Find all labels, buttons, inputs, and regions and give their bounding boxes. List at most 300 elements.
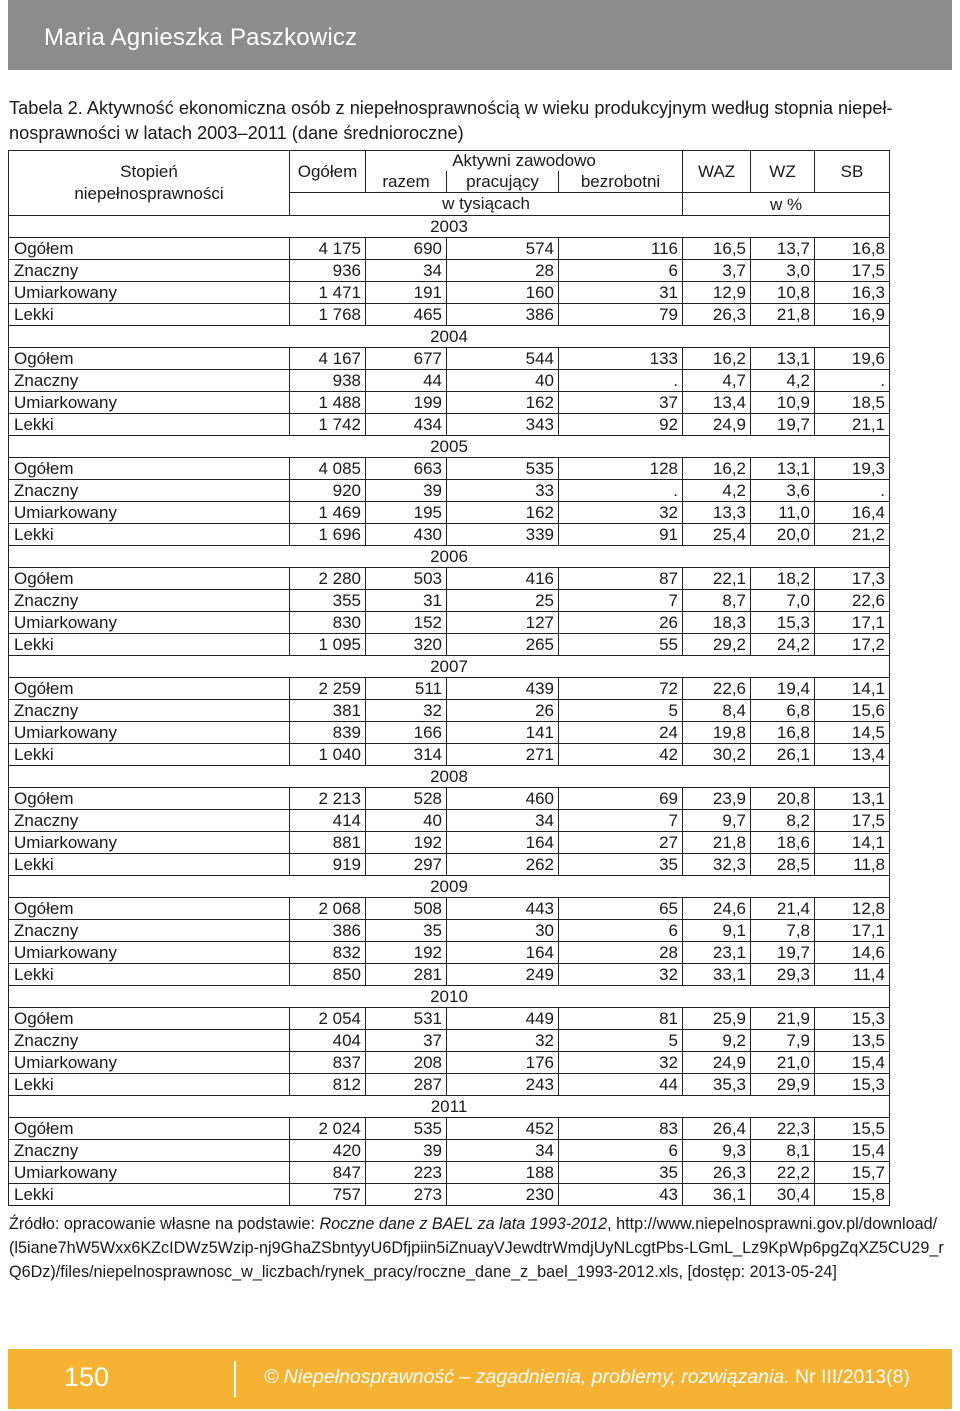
table-cell: 26 xyxy=(447,700,559,722)
year-row xyxy=(9,436,890,458)
table-cell: 12,9 xyxy=(683,282,751,304)
table-cell: 162 xyxy=(447,392,559,414)
table-cell: 4 085 xyxy=(290,458,366,480)
table-cell: 420 xyxy=(290,1140,366,1162)
table-row xyxy=(9,898,890,920)
table-cell: 449 xyxy=(447,1008,559,1030)
table-cell: 34 xyxy=(447,1140,559,1162)
table-cell: 28 xyxy=(559,942,683,964)
table-cell: 19,6 xyxy=(815,348,890,370)
table-cell: 13,7 xyxy=(751,238,815,260)
year-row xyxy=(9,986,890,1008)
table-cell: 19,7 xyxy=(751,414,815,436)
table-cell: 2 054 xyxy=(290,1008,366,1030)
year-label: 2006 xyxy=(9,546,890,568)
table-cell: 430 xyxy=(366,524,447,546)
table-cell: 465 xyxy=(366,304,447,326)
table-cell: 830 xyxy=(290,612,366,634)
table-cell: 11,8 xyxy=(815,854,890,876)
table-cell: 39 xyxy=(366,1140,447,1162)
table-cell: 13,1 xyxy=(751,348,815,370)
table-cell: 7,8 xyxy=(751,920,815,942)
table-row xyxy=(9,964,890,986)
row-label: Ogółem xyxy=(9,1008,290,1030)
table-row xyxy=(9,920,890,942)
table-cell: 208 xyxy=(366,1052,447,1074)
table-cell: 32,3 xyxy=(683,854,751,876)
table-cell: 25 xyxy=(447,590,559,612)
table-cell: 1 040 xyxy=(290,744,366,766)
table-cell: 24,6 xyxy=(683,898,751,920)
table-cell: 21,0 xyxy=(751,1052,815,1074)
table-cell: 343 xyxy=(447,414,559,436)
table-cell: 35 xyxy=(559,1162,683,1184)
header-w-tysiacach: w tysiącach xyxy=(290,193,683,216)
table-row xyxy=(9,370,890,392)
table-cell: 503 xyxy=(366,568,447,590)
row-label: Umiarkowany xyxy=(9,282,290,304)
table-cell: 25,9 xyxy=(683,1008,751,1030)
table-cell: 31 xyxy=(559,282,683,304)
table-cell: 919 xyxy=(290,854,366,876)
table-cell: 5 xyxy=(559,700,683,722)
header-waz: WAZ xyxy=(683,151,751,193)
table-cell: 13,1 xyxy=(751,458,815,480)
table-cell: 434 xyxy=(366,414,447,436)
table-cell: 839 xyxy=(290,722,366,744)
row-label: Ogółem xyxy=(9,788,290,810)
table-cell: 443 xyxy=(447,898,559,920)
table-cell: 21,4 xyxy=(751,898,815,920)
table-cell: 20,0 xyxy=(751,524,815,546)
table-cell: 15,3 xyxy=(751,612,815,634)
row-label: Lekki xyxy=(9,304,290,326)
row-label: Umiarkowany xyxy=(9,832,290,854)
table-cell: 23,9 xyxy=(683,788,751,810)
table-cell: 72 xyxy=(559,678,683,700)
table-row xyxy=(9,942,890,964)
table-cell: 83 xyxy=(559,1118,683,1140)
table-cell: 15,6 xyxy=(815,700,890,722)
table-cell: 8,4 xyxy=(683,700,751,722)
table-cell: 832 xyxy=(290,942,366,964)
header-bezrobotni: bezrobotni xyxy=(559,171,683,193)
table-row xyxy=(9,458,890,480)
table-cell: 19,4 xyxy=(751,678,815,700)
table-cell: 81 xyxy=(559,1008,683,1030)
table-cell: 511 xyxy=(366,678,447,700)
source-title: Roczne dane z BAEL za lata 1993-2012 xyxy=(319,1215,608,1233)
table-cell: 199 xyxy=(366,392,447,414)
table-cell: 15,4 xyxy=(815,1140,890,1162)
row-label: Ogółem xyxy=(9,1118,290,1140)
table-cell: 166 xyxy=(366,722,447,744)
table-cell: 33,1 xyxy=(683,964,751,986)
row-label: Znaczny xyxy=(9,590,290,612)
table-cell: 7 xyxy=(559,810,683,832)
table-cell: 690 xyxy=(366,238,447,260)
table-cell: 273 xyxy=(366,1184,447,1206)
table-row xyxy=(9,480,890,502)
table-cell: 127 xyxy=(447,612,559,634)
header-razem: razem xyxy=(366,171,447,193)
row-label: Ogółem xyxy=(9,238,290,260)
table-cell: 1 469 xyxy=(290,502,366,524)
table-cell: 15,3 xyxy=(815,1008,890,1030)
table-cell: 6 xyxy=(559,920,683,942)
table-cell: 8,7 xyxy=(683,590,751,612)
table-cell: 17,3 xyxy=(815,568,890,590)
table-cell: 920 xyxy=(290,480,366,502)
table-cell: 297 xyxy=(366,854,447,876)
table-cell: 677 xyxy=(366,348,447,370)
header-w-procent: w % xyxy=(683,193,890,216)
header-sb: SB xyxy=(815,151,890,193)
year-label: 2007 xyxy=(9,656,890,678)
table-cell: 92 xyxy=(559,414,683,436)
table-cell: 7 xyxy=(559,590,683,612)
table-cell: 18,5 xyxy=(815,392,890,414)
table-cell: 32 xyxy=(447,1030,559,1052)
row-label: Ogółem xyxy=(9,568,290,590)
table-cell: 837 xyxy=(290,1052,366,1074)
table-cell: 7,0 xyxy=(751,590,815,612)
table-cell: 339 xyxy=(447,524,559,546)
table-cell: 25,4 xyxy=(683,524,751,546)
table-cell: 39 xyxy=(366,480,447,502)
table-cell: 15,7 xyxy=(815,1162,890,1184)
row-label: Znaczny xyxy=(9,480,290,502)
author-name: Maria Agnieszka Paszkowicz xyxy=(44,24,358,51)
year-label: 2003 xyxy=(9,216,890,238)
table-row xyxy=(9,700,890,722)
table-cell: 265 xyxy=(447,634,559,656)
table-cell: 36,1 xyxy=(683,1184,751,1206)
table-cell: 18,3 xyxy=(683,612,751,634)
table-cell: 28,5 xyxy=(751,854,815,876)
table-cell: 17,5 xyxy=(815,260,890,282)
table-cell: . xyxy=(559,370,683,392)
table-cell: 35,3 xyxy=(683,1074,751,1096)
table-cell: 6,8 xyxy=(751,700,815,722)
table-row xyxy=(9,722,890,744)
table-cell: 21,1 xyxy=(815,414,890,436)
table-cell: 35 xyxy=(366,920,447,942)
table-cell: 4,7 xyxy=(683,370,751,392)
year-row xyxy=(9,326,890,348)
page-number: 150 xyxy=(64,1362,110,1392)
header-wz: WZ xyxy=(751,151,815,193)
table-cell: 16,4 xyxy=(815,502,890,524)
table-cell: 230 xyxy=(447,1184,559,1206)
table-cell: 847 xyxy=(290,1162,366,1184)
table-cell: 20,8 xyxy=(751,788,815,810)
table-cell: 9,7 xyxy=(683,810,751,832)
table-cell: 15,4 xyxy=(815,1052,890,1074)
table-cell: 2 213 xyxy=(290,788,366,810)
table-cell: 6 xyxy=(559,1140,683,1162)
table-cell: 3,6 xyxy=(751,480,815,502)
source-prefix: Źródło: opracowanie własne na podstawie: xyxy=(9,1215,320,1233)
table-cell: 17,5 xyxy=(815,810,890,832)
table-row xyxy=(9,1162,890,1184)
year-row xyxy=(9,876,890,898)
table-cell: 535 xyxy=(447,458,559,480)
year-label: 2008 xyxy=(9,766,890,788)
table-cell: 13,4 xyxy=(683,392,751,414)
table-cell: 30 xyxy=(447,920,559,942)
table-cell: 508 xyxy=(366,898,447,920)
row-label: Umiarkowany xyxy=(9,502,290,524)
row-label: Znaczny xyxy=(9,700,290,722)
journal-issue: Nr III/2013(8) xyxy=(789,1366,910,1388)
table-cell: 176 xyxy=(447,1052,559,1074)
table-cell: 14,6 xyxy=(815,942,890,964)
table-row xyxy=(9,1118,890,1140)
table-row xyxy=(9,524,890,546)
table-cell: 249 xyxy=(447,964,559,986)
table-cell: 188 xyxy=(447,1162,559,1184)
table-cell: 16,2 xyxy=(683,458,751,480)
table-cell: 128 xyxy=(559,458,683,480)
table-cell: 37 xyxy=(559,392,683,414)
table-cell: 37 xyxy=(366,1030,447,1052)
table-cell: 757 xyxy=(290,1184,366,1206)
table-cell: 24 xyxy=(559,722,683,744)
table-cell: 32 xyxy=(559,964,683,986)
table-cell: 439 xyxy=(447,678,559,700)
table-cell: 574 xyxy=(447,238,559,260)
table-row xyxy=(9,832,890,854)
table-cell: 850 xyxy=(290,964,366,986)
table-cell: 14,1 xyxy=(815,832,890,854)
year-row xyxy=(9,766,890,788)
row-label: Umiarkowany xyxy=(9,942,290,964)
table-cell: 8,1 xyxy=(751,1140,815,1162)
year-row xyxy=(9,656,890,678)
table-cell: 32 xyxy=(559,1052,683,1074)
table-cell: 355 xyxy=(290,590,366,612)
table-cell: 87 xyxy=(559,568,683,590)
table-cell: 91 xyxy=(559,524,683,546)
row-label: Ogółem xyxy=(9,678,290,700)
year-label: 2009 xyxy=(9,876,890,898)
table-cell: 10,8 xyxy=(751,282,815,304)
table-cell: 531 xyxy=(366,1008,447,1030)
table-cell: 1 696 xyxy=(290,524,366,546)
row-label: Znaczny xyxy=(9,260,290,282)
table-cell: 14,5 xyxy=(815,722,890,744)
table-row xyxy=(9,590,890,612)
table-row xyxy=(9,1008,890,1030)
table-cell: 7,9 xyxy=(751,1030,815,1052)
table-row xyxy=(9,1074,890,1096)
table-cell: 21,2 xyxy=(815,524,890,546)
source-suffix: , http://www.niepelnosprawni.gov.pl/download/(l5iane7hW5Wxx6KZcIDWz5Wzip-nj9GhaZSbntyyU6Dfjpiin5iZnuayVJewdtrWmdjUyNLcgtPbs-LGmL_Lz9KpWp6pgZqXZ5CU29_rQ6Dz)/files/niepelnosprawnosc_w_liczbach/rynek_pracy/roczne_dane_z_bael_1993-2012.xls, [dostęp: 2013-05-24] xyxy=(9,1215,944,1281)
table-cell: . xyxy=(559,480,683,502)
table-cell: 27 xyxy=(559,832,683,854)
table-cell: 192 xyxy=(366,832,447,854)
row-label: Ogółem xyxy=(9,898,290,920)
table-cell: 116 xyxy=(559,238,683,260)
table-cell: 29,3 xyxy=(751,964,815,986)
table-cell: 3,7 xyxy=(683,260,751,282)
table-cell: 404 xyxy=(290,1030,366,1052)
table-row xyxy=(9,260,890,282)
row-label: Lekki xyxy=(9,744,290,766)
table-cell: 15,8 xyxy=(815,1184,890,1206)
header-stopien-line2: niepełnosprawności xyxy=(74,184,224,203)
year-label: 2004 xyxy=(9,326,890,348)
table-cell: 15,5 xyxy=(815,1118,890,1140)
table-cell: 192 xyxy=(366,942,447,964)
table-row xyxy=(9,1052,890,1074)
table-cell: 2 259 xyxy=(290,678,366,700)
table-cell: 30,2 xyxy=(683,744,751,766)
year-row xyxy=(9,216,890,238)
table-cell: 9,3 xyxy=(683,1140,751,1162)
table-cell: 9,2 xyxy=(683,1030,751,1052)
table-cell: 19,3 xyxy=(815,458,890,480)
table-cell: 29,2 xyxy=(683,634,751,656)
row-label: Lekki xyxy=(9,414,290,436)
table-cell: 21,8 xyxy=(683,832,751,854)
row-label: Lekki xyxy=(9,854,290,876)
table-row xyxy=(9,1140,890,1162)
table-cell: 19,7 xyxy=(751,942,815,964)
table-cell: 11,4 xyxy=(815,964,890,986)
table-cell: 18,6 xyxy=(751,832,815,854)
table-cell: 386 xyxy=(290,920,366,942)
table-row xyxy=(9,568,890,590)
table-cell: 162 xyxy=(447,502,559,524)
table-cell: 29,9 xyxy=(751,1074,815,1096)
table-row xyxy=(9,612,890,634)
table-cell: 17,1 xyxy=(815,612,890,634)
table-cell: 26,1 xyxy=(751,744,815,766)
table-cell: 23,1 xyxy=(683,942,751,964)
header-aktywni: Aktywni zawodowo xyxy=(366,151,683,172)
table-cell: 10,9 xyxy=(751,392,815,414)
table-cell: 6 xyxy=(559,260,683,282)
table-cell: 1 768 xyxy=(290,304,366,326)
row-label: Lekki xyxy=(9,1184,290,1206)
source-note xyxy=(9,1212,944,1284)
table-body xyxy=(9,216,890,1206)
table-cell: 16,8 xyxy=(815,238,890,260)
table-cell: 44 xyxy=(366,370,447,392)
table-cell: 42 xyxy=(559,744,683,766)
table-cell: 535 xyxy=(366,1118,447,1140)
table-cell: . xyxy=(815,370,890,392)
row-label: Znaczny xyxy=(9,1030,290,1052)
table-cell: 26,3 xyxy=(683,1162,751,1184)
table-cell: 22,3 xyxy=(751,1118,815,1140)
table-cell: 452 xyxy=(447,1118,559,1140)
table-cell: 32 xyxy=(559,502,683,524)
table-cell: 4,2 xyxy=(683,480,751,502)
year-label: 2011 xyxy=(9,1096,890,1118)
table-cell: 35 xyxy=(559,854,683,876)
table-cell: 271 xyxy=(447,744,559,766)
table-cell: 3,0 xyxy=(751,260,815,282)
table-cell: 8,2 xyxy=(751,810,815,832)
table-cell: 938 xyxy=(290,370,366,392)
table-cell: 17,1 xyxy=(815,920,890,942)
table-row xyxy=(9,854,890,876)
row-label: Znaczny xyxy=(9,370,290,392)
table-row xyxy=(9,392,890,414)
table-cell: 16,3 xyxy=(815,282,890,304)
table-row xyxy=(9,502,890,524)
row-label: Lekki xyxy=(9,964,290,986)
table-cell: 881 xyxy=(290,832,366,854)
table-cell: 812 xyxy=(290,1074,366,1096)
table-cell: 416 xyxy=(447,568,559,590)
table-cell: 32 xyxy=(366,700,447,722)
table-cell: 30,4 xyxy=(751,1184,815,1206)
table-cell: 314 xyxy=(366,744,447,766)
table-cell: 13,3 xyxy=(683,502,751,524)
table-cell: 262 xyxy=(447,854,559,876)
table-cell: 34 xyxy=(447,810,559,832)
table-cell: 22,1 xyxy=(683,568,751,590)
table-cell: 26,4 xyxy=(683,1118,751,1140)
table-cell: 24,9 xyxy=(683,1052,751,1074)
table-cell: 1 488 xyxy=(290,392,366,414)
table-cell: 287 xyxy=(366,1074,447,1096)
table-cell: 44 xyxy=(559,1074,683,1096)
table-cell: 936 xyxy=(290,260,366,282)
table-cell: 243 xyxy=(447,1074,559,1096)
table-cell: 34 xyxy=(366,260,447,282)
table-cell: 79 xyxy=(559,304,683,326)
table-cell: 281 xyxy=(366,964,447,986)
table-cell: 4 167 xyxy=(290,348,366,370)
table-cell: 133 xyxy=(559,348,683,370)
table-cell: 2 068 xyxy=(290,898,366,920)
table-cell: 4 175 xyxy=(290,238,366,260)
table-cell: 4,2 xyxy=(751,370,815,392)
header-stopien xyxy=(9,151,290,216)
table-cell: 414 xyxy=(290,810,366,832)
table-row xyxy=(9,1184,890,1206)
table-cell: 24,9 xyxy=(683,414,751,436)
table-cell: 663 xyxy=(366,458,447,480)
table-cell: 16,5 xyxy=(683,238,751,260)
table-cell: 21,9 xyxy=(751,1008,815,1030)
table-cell: 65 xyxy=(559,898,683,920)
table-cell: . xyxy=(815,480,890,502)
table-cell: 19,8 xyxy=(683,722,751,744)
table-row xyxy=(9,1030,890,1052)
row-label: Umiarkowany xyxy=(9,392,290,414)
table-cell: 164 xyxy=(447,942,559,964)
table-cell: 16,9 xyxy=(815,304,890,326)
table-cell: 12,8 xyxy=(815,898,890,920)
year-label: 2005 xyxy=(9,436,890,458)
row-label: Umiarkowany xyxy=(9,1162,290,1184)
table-cell: 320 xyxy=(366,634,447,656)
header-ogolem: Ogółem xyxy=(290,151,366,193)
table-cell: 40 xyxy=(447,370,559,392)
footer-divider xyxy=(234,1361,236,1397)
table-cell: 22,6 xyxy=(683,678,751,700)
table-cell: 191 xyxy=(366,282,447,304)
table-cell: 18,2 xyxy=(751,568,815,590)
table-cell: 31 xyxy=(366,590,447,612)
table-cell: 24,2 xyxy=(751,634,815,656)
